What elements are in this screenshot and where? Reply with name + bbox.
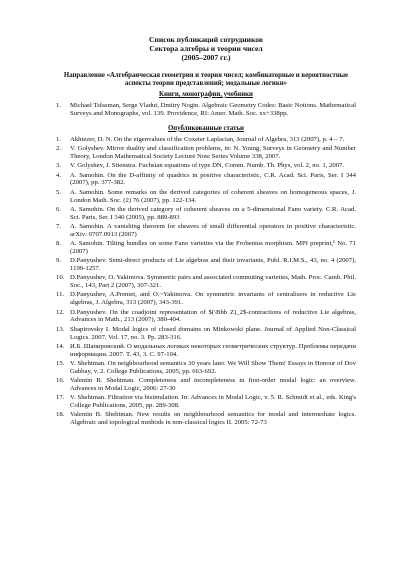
publication-text: Akhiezer, D. N. On the eigenvalues of the Coxeter Laplacian, Journal of Algebra, 313 (2007), p. 4 – 7.: [70, 135, 345, 143]
publication-item: [56, 257, 356, 273]
title-line-2: Сектора алгебры и теории чисел: [149, 43, 263, 53]
publication-text: A. Samohin. On the D-affinity of quadrics in positive characteristic, C.R. Acad. Sci. Paris, Ser. I 344 (2007), pp. 377-382.: [70, 171, 356, 187]
articles-heading: Опубликованные статьи: [168, 124, 244, 132]
publication-item: [56, 172, 356, 188]
publication-number: 7.: [56, 222, 62, 230]
publication-text: D.Panyushev. On the coadjoint representation of $(\Bbb Z)_2$-contractions of reductive Lie algebras, Advances in Math., 213 (2007), 380-404.: [70, 308, 356, 324]
publication-number: 17.: [56, 394, 65, 402]
publication-text: V. Golyshev. Mirror duality and classification problems, in: N. Young, Surveys in Geometry and Number Theory, London Mathematical Society Lecture Note Series Volume 338, 2007.: [70, 145, 356, 160]
publication-text: Valentin B. Shehtman. New results on neighbourhood semantics for modal and intermediate logics. Algebraic and topological methods in non-classical logics II. 2005: 72-73: [70, 411, 356, 427]
publication-number: 11.: [56, 291, 65, 299]
title-line-3: (2005–2007 гг.): [181, 52, 231, 62]
publication-item: [56, 274, 356, 290]
publication-text: V. Shehtman. On neighbourhood semantics 30 years later. We Will Show Them! Essays in Honour of Dov Gabbay, v. 2. College Publications, 2005, pp. 663-692.: [70, 359, 356, 375]
publication-number: 9.: [56, 257, 62, 265]
publication-text: V. Shehtman. Filtration via bisimulation. In: Advances in Modal Logic, v. 5. R. Schmidt et al., eds. King's College Publications, 2005, pp. 289-308.: [70, 394, 356, 409]
publication-item: [56, 360, 356, 376]
publication-item: [56, 411, 356, 427]
publication-text: A. Samohin. A vanishing theorem for sheaves of small differential operators in positive characteristic. arXiv: 0707.0913 (2007): [70, 222, 356, 238]
publication-number: 1.: [56, 101, 62, 109]
publication-number: 5.: [56, 188, 62, 196]
publication-text: A. Samohin. Tilting bundles on some Fano varieties via the Frobenius morphism. MPI preprint,¹ No. 71 (2007): [70, 240, 356, 255]
document-title: [56, 36, 356, 63]
publication-number: 4.: [56, 171, 62, 179]
publication-text: И.Б. Шапировский. О модальных логиках некоторых геометрических структур. Проблемы передачи информации. 2007. Т. 43, 3. С. 97-104.: [70, 342, 356, 358]
publication-number: 10.: [56, 274, 65, 282]
publication-item: [56, 136, 356, 144]
publication-item: [56, 206, 356, 222]
publication-item: [56, 377, 356, 393]
publication-text: Michael Tsfasman, Serge Vladut, Dmitry Nogin. Algebraic Geometry Codes: Basic Notions. Mathematical Surveys and Monographs, vol. 139. Providence, RI: Amer. Math. Soc. xx+338pp.: [70, 101, 356, 117]
publication-item: [56, 394, 356, 410]
publication-item: [56, 223, 356, 239]
publication-text: A. Samohin. On the derived category of coherent sheaves on a 5-dimensional Fano variety. C.R. Acad. Sci. Paris, Ser. I 340 (2005), pp. 889-893: [70, 205, 356, 221]
books-list: [56, 102, 356, 118]
publication-number: 1.: [56, 135, 62, 143]
publication-item: [56, 343, 356, 359]
publication-text: D.Panyushev. Semi-direct products of Lie algebras and their invariants, Publ. R.I.M.S., 43, no. 4 (2007), 1199-1257.: [70, 257, 356, 272]
publication-number: 3.: [56, 162, 62, 170]
publication-text: D.Panyushev, O. Yakimova. Symmetric pairs and associated commuting varieties, Math. Proc. Camb. Phil. Soc., 143, Part 2 (2007), 307-321.: [70, 274, 356, 290]
publication-text: A. Samohin. Some remarks on the derived categories of coherent sheaves on homogeneous spaces, J. London Math. Soc. (2) 76 (2007), pp. 122-134.: [70, 188, 356, 204]
publication-number: 12.: [56, 308, 65, 316]
publication-text: Shapirovsky I. Modal logics of closed domains on Minkowski plane. Journal of Applied Non-Classical Logics. 2007. Vol. 17, no. 3. Pp. 283-316.: [70, 325, 356, 341]
publication-item: [56, 102, 356, 118]
publication-item: [56, 162, 356, 170]
publication-item: [56, 145, 356, 161]
publication-text: V. Golyshev, J. Stienstra. Fuchsian equations of type DN, Comm. Numb. Th. Phys, vol. 2, no. 1, 2007.: [70, 162, 345, 170]
books-heading: Книги, монографии, учебники: [159, 90, 253, 98]
publication-number: 13.: [56, 325, 65, 333]
title-line-1: Список публикаций сотрудников: [149, 35, 263, 44]
publication-item: [56, 326, 356, 342]
publication-text: D.Panyushev, A.Premet, and O.~Yakimova. On symmetric invariants of centralisers in reductive Lie algebras, J. Algebra, 313 (2007), 343-391.: [70, 291, 356, 307]
publication-item: [56, 291, 356, 307]
publication-text: Valentin B. Shehtman. Completeness and incompleteness in first-order modal logic: an overview. Advances in Modal Logic, 2006: 27-30: [70, 377, 356, 392]
publication-item: [56, 309, 356, 325]
publication-number: 6.: [56, 205, 62, 213]
publication-number: 18.: [56, 411, 65, 419]
publication-item: [56, 240, 356, 256]
publication-item: [56, 189, 356, 205]
articles-list: [56, 136, 356, 427]
publication-number: 14.: [56, 342, 65, 350]
publication-number: 2.: [56, 145, 62, 153]
publication-number: 8.: [56, 240, 62, 248]
publication-number: 15.: [56, 359, 65, 367]
research-direction: Направление «Алгебраическая геометрия и теория чисел; комбинаторные и вероятностные аспекты теории представлений; модальные логики»: [63, 71, 349, 87]
publication-number: 16.: [56, 377, 65, 385]
